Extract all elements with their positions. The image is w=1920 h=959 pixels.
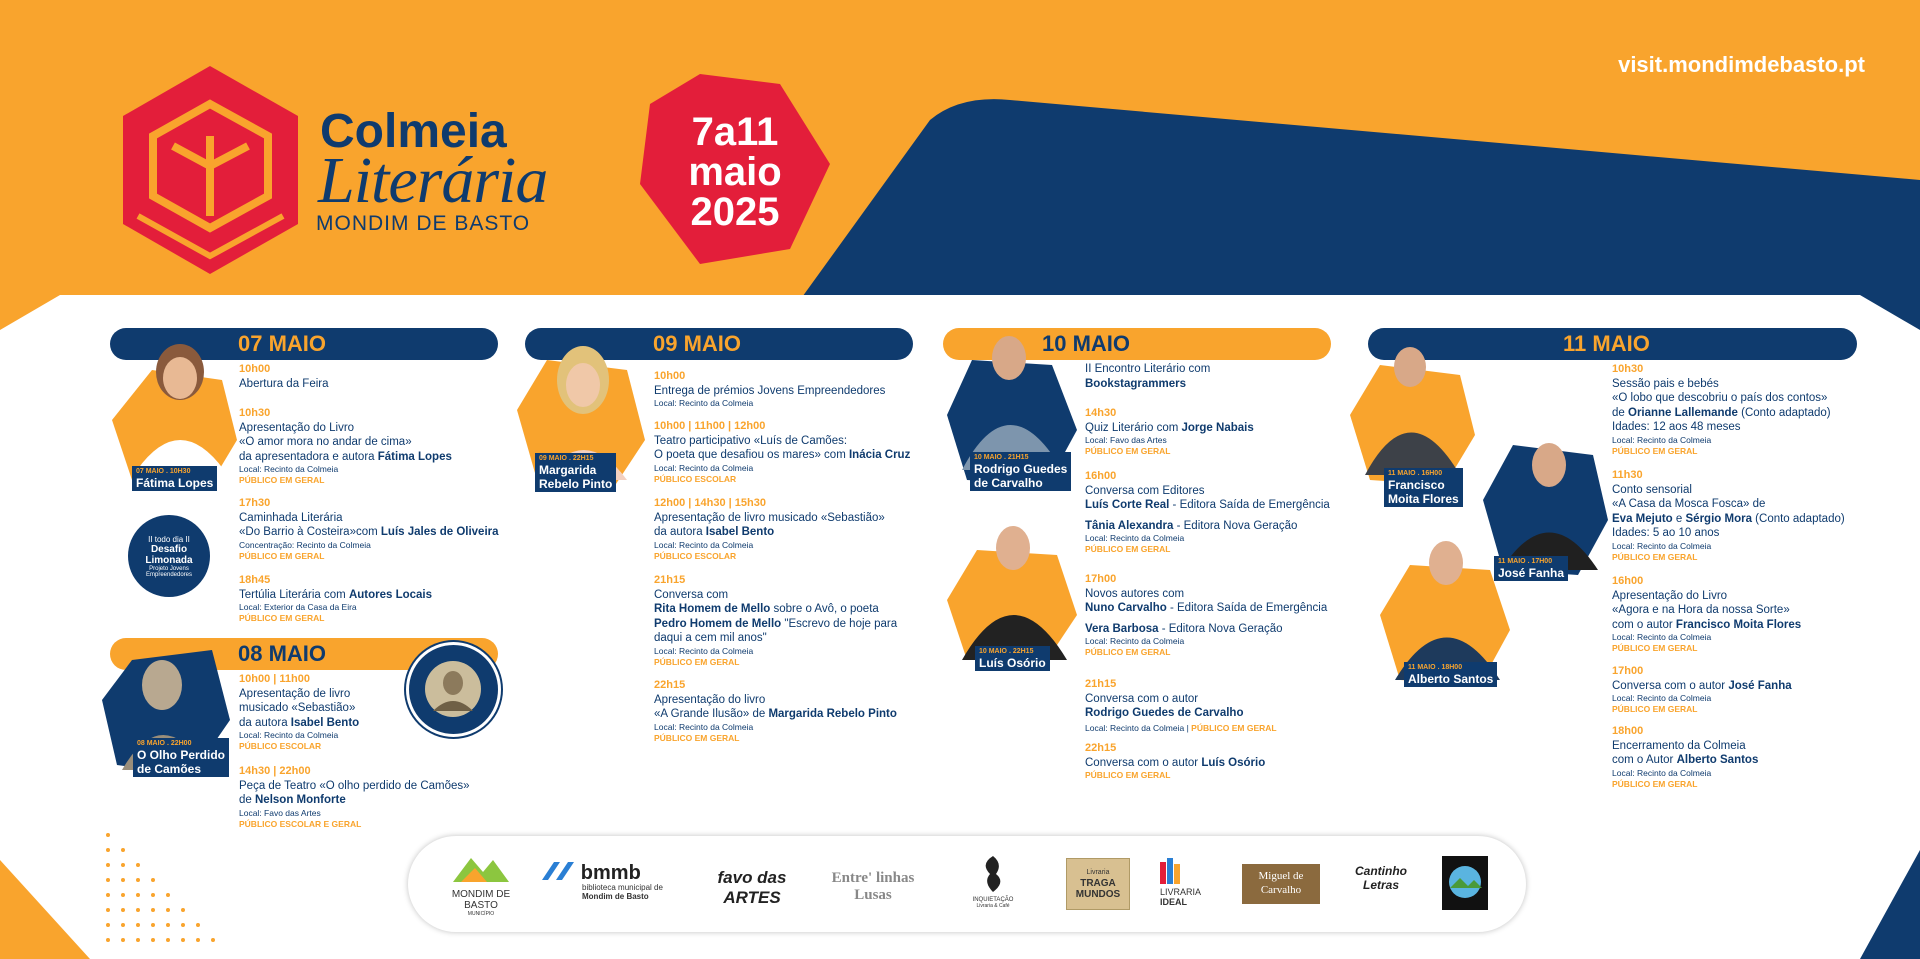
may7-event-2: 10h30 Apresentação do Livro «O amor mora no andar de cima» da apresentadora e autora Fátima Lopes Local: Recinto da Colmeia PÚBLICO EM GERAL: [239, 407, 452, 485]
tag-camoes: 08 MAIO . 22H00 O Olho Perdido de Camões: [133, 738, 229, 777]
sponsor-cantinho-letras[interactable]: Cantinho Letras: [1355, 864, 1407, 892]
may8-event-2: 14h30 | 22h00 Peça de Teatro «O olho perdido de Camões» de Nelson Monforte Local: Favo das Artes PÚBLICO ESCOLAR E GERAL: [239, 765, 470, 829]
day-title-10: 10 MAIO: [1042, 331, 1131, 356]
day-title-09: 09 MAIO: [653, 331, 742, 356]
may10-event-3: 16h00 Conversa com Editores Luís Corte Real - Editora Saída de Emergência Tânia Alexandra - Editora Nova Geração Local: Recinto da Colmeia PÚBLICO EM GERAL: [1085, 470, 1330, 554]
sponsor-traga-mundos[interactable]: Livraria TRAGA MUNDOS: [1066, 858, 1130, 910]
sponsor-inquietacao[interactable]: INQUIETAÇÃO Livraria & Café: [958, 854, 1028, 909]
date-month: maio: [688, 150, 782, 194]
may11-event-5: 18h00 Encerramento da Colmeia com o Autor Alberto Santos Local: Recinto da Colmeia PÚBLICO EM GERAL: [1612, 725, 1759, 789]
may8-event-1: 10h00 | 11h00 Apresentação de livro musicado «Sebastião» da autora Isabel Bento Local: Recinto da Colmeia PÚBLICO ESCOLAR: [239, 673, 360, 751]
tag-rodrigo: 10 MAIO . 21H15 Rodrigo Guedes de Carvalho: [970, 452, 1071, 491]
sponsor-landscape-logo[interactable]: [1442, 856, 1488, 910]
sponsor-livraria-ideal[interactable]: LIVRARIA IDEAL: [1160, 858, 1220, 907]
sponsor-bmmb[interactable]: bmmb biblioteca municipal de Mondim de Basto: [542, 862, 677, 901]
brand-place: MONDIM DE BASTO: [316, 212, 531, 235]
may11-event-4: 17h00 Conversa com o autor José Fanha Local: Recinto da Colmeia PÚBLICO EM GERAL: [1612, 665, 1792, 714]
date-text: [655, 112, 815, 232]
website-url[interactable]: visit.mondimdebasto.pt: [1618, 52, 1865, 77]
books-icon: [1160, 858, 1182, 884]
may9-event-1: 10h00 Entrega de prémios Jovens Empreendedores Local: Recinto da Colmeia: [654, 370, 886, 408]
sponsor-mondim-de-basto[interactable]: MONDIM DE BASTO MUNICÍPIO: [436, 852, 526, 917]
photo-alberto-santos: [1380, 525, 1510, 685]
tag-alberto-santos: 11 MAIO . 18H00 Alberto Santos: [1404, 662, 1497, 687]
badge-desafio-limonada: II todo dia II Desafio Limonada Projeto Jovens Empreendedores: [128, 515, 210, 597]
may9-event-5: 22h15 Apresentação do livro «A Grande Ilusão» de Margarida Rebelo Pinto Local: Recinto da Colmeia PÚBLICO EM GERAL: [654, 679, 897, 743]
may9-event-3: 12h00 | 14h30 | 15h30 Apresentação de livro musicado «Sebastião» da autora Isabel Bento Local: Recinto da Colmeia PÚBLICO ESCOLAR: [654, 497, 885, 561]
may10-event-5: 21h15 Conversa com o autor Rodrigo Guedes de Carvalho Local: Recinto da Colmeia | PÚBLICO EM GERAL: [1085, 678, 1277, 733]
may9-event-2: 10h00 | 11h00 | 12h00 Teatro participativo «Luís de Camões: O poeta que desafiou os mares» com Inácia Cruz Local: Recinto da Colmeia PÚBLICO ESCOLAR: [654, 420, 911, 484]
brand-title: Colmeia: [320, 105, 507, 158]
sponsor-miguel-de-carvalho[interactable]: Miguel de Carvalho: [1242, 864, 1320, 904]
may7-event-1: 10h00 Abertura da Feira: [239, 363, 329, 390]
tag-francisco: 11 MAIO . 16H00 Francisco Moita Flores: [1384, 468, 1463, 507]
dots-bottom: [100, 830, 230, 950]
may7-event-3: 17h30 Caminhada Literária «Do Barrio à Costeira»com Luís Jales de Oliveira Concentração: Recinto da Colmeia PÚBLICO EM GERAL: [239, 497, 499, 561]
may10-event-1: II Encontro Literário com Bookstagrammers: [1085, 363, 1211, 390]
may7-event-4: 18h45 Tertúlia Literária com Autores Locais Local: Exterior da Casa da Eira PÚBLICO EM GERAL: [239, 574, 433, 623]
photo-francisco-moita-flores: [1350, 335, 1475, 485]
colmeia-logo: [118, 66, 303, 274]
tag-jose-fanha: 11 MAIO . 17H00 José Fanha: [1494, 556, 1568, 581]
may11-event-2: 11h30 Conto sensorial «A Casa da Mosca Fosca» de Eva Mejuto e Sérgio Mora (Conto adaptado) Idades: 5 ao 10 anos Local: Recinto da Colmeia PÚBLICO EM GERAL: [1612, 469, 1845, 562]
may10-event-4: 17h00 Novos autores com Nuno Carvalho - Editora Saída de Emergência Vera Barbosa - Editora Nova Geração Local: Recinto da Colmeia PÚBLICO EM GERAL: [1085, 573, 1328, 657]
camoes-seal: [406, 642, 501, 737]
date-days: 7a11: [691, 110, 779, 154]
tag-luis-osorio: 10 MAIO . 22H15 Luís Osório: [975, 646, 1050, 671]
may9-event-4: 21h15 Conversa com Rita Homem de Mello sobre o Avô, o poeta Pedro Homem de Mello "Escrevo de hoje para daqui a cem mil anos" Local: Recinto da Colmeia PÚBLICO EM GERAL: [654, 574, 898, 667]
may11-event-3: 16h00 Apresentação do Livro «Agora e na Hora da nossa Sorte» com o autor Francisco Moita Flores Local: Recinto da Colmeia PÚBLICO EM GERAL: [1612, 575, 1802, 653]
landscape-logo-icon: [1442, 856, 1488, 910]
day-title-07: 07 MAIO: [238, 331, 327, 356]
mountain-logo-icon: [451, 852, 511, 886]
tag-fatima-lopes: 07 MAIO . 10H30 Fátima Lopes: [132, 466, 217, 491]
may10-event-2: 14h30 Quiz Literário com Jorge Nabais Local: Favo das Artes PÚBLICO EM GERAL: [1085, 407, 1254, 456]
sponsors-bar: [408, 836, 1526, 932]
may11-event-1: 10h30 Sessão pais e bebés «O lobo que descobriu o país dos contos» de Orianne Lallemande (Conto adaptado) Idades: 12 aos 48 meses Local: Recinto da Colmeia PÚBLICO EM GERAL: [1612, 363, 1831, 456]
bmmb-stripes-icon: [542, 862, 578, 880]
may10-event-6: 22h15 Conversa com o autor Luís Osório PÚBLICO EM GERAL: [1085, 742, 1266, 780]
inquietacao-logo-icon: [978, 854, 1008, 894]
day-title-08: 08 MAIO: [238, 641, 327, 666]
date-year: 2025: [690, 190, 780, 234]
day-title-11: 11 MAIO: [1563, 331, 1650, 356]
tag-margarida: 09 MAIO . 22H15 Margarida Rebelo Pinto: [535, 453, 616, 492]
sponsor-entre-linhas[interactable]: Entre' linhas Lusas: [831, 870, 915, 903]
sponsor-favo-das-artes[interactable]: favo das ARTES: [717, 868, 787, 907]
dots-top: [1715, 96, 1865, 176]
camoes-portrait-icon: [409, 645, 498, 734]
brand-subtitle: Literária: [318, 144, 548, 217]
